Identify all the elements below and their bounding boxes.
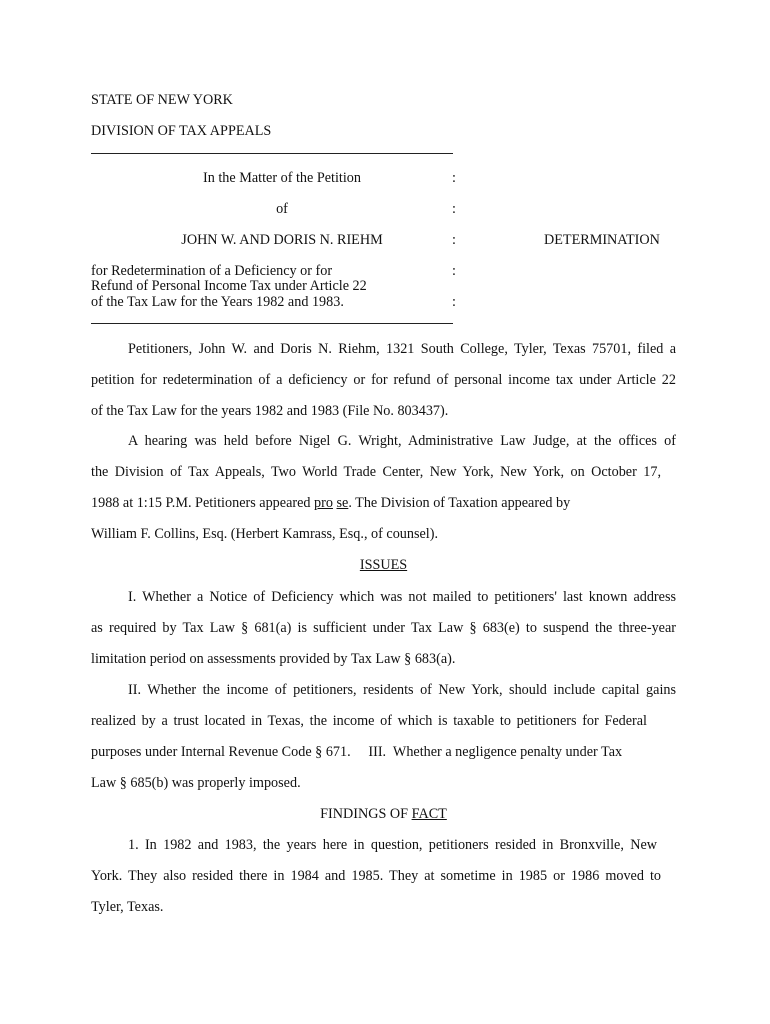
findings-heading-text: FINDINGS OF bbox=[320, 806, 412, 822]
findings-heading-fact: FACT bbox=[411, 806, 447, 822]
body-line: petition for redetermination of a deficiency or for refund of personal income tax under Article 22 bbox=[91, 372, 676, 388]
caption-matter: In the Matter of the Petition bbox=[203, 170, 361, 186]
body-line: Petitioners, John W. and Doris N. Riehm, 1321 South College, Tyler, Texas 75701, filed a bbox=[128, 341, 676, 357]
caption-top-rule bbox=[91, 153, 453, 154]
caption-purpose-line-1: for Redetermination of a Deficiency or for bbox=[91, 263, 333, 279]
caption-of: of bbox=[276, 201, 288, 217]
findings-heading bbox=[91, 807, 676, 821]
caption-colon-5: : bbox=[452, 294, 456, 310]
body-text: . The Division of Taxation appeared by bbox=[348, 495, 571, 511]
body-line: A hearing was held before Nigel G. Wright, Administrative Law Judge, at the offices of bbox=[128, 433, 676, 449]
body-line bbox=[91, 496, 676, 510]
document-type: DETERMINATION bbox=[544, 232, 660, 248]
state-heading: STATE OF NEW YORK bbox=[91, 92, 233, 108]
issue-line: I. Whether a Notice of Deficiency which was not mailed to petitioners' last known address bbox=[128, 589, 676, 605]
caption-purpose-line-2: Refund of Personal Income Tax under Article 22 bbox=[91, 278, 367, 294]
division-heading: DIVISION OF TAX APPEALS bbox=[91, 123, 272, 139]
finding-line: 1. In 1982 and 1983, the years here in question, petitioners resided in Bronxville, New bbox=[128, 837, 657, 853]
body-line: William F. Collins, Esq. (Herbert Kamrass, Esq., of counsel). bbox=[91, 526, 439, 542]
issues-heading-text: ISSUES bbox=[359, 557, 408, 573]
issue-line: limitation period on assessments provided by Tax Law § 683(a). bbox=[91, 651, 456, 667]
caption-colon-1: : bbox=[452, 170, 456, 186]
finding-line: Tyler, Texas. bbox=[91, 899, 164, 915]
issues-heading bbox=[91, 558, 676, 572]
caption-colon-2: : bbox=[452, 201, 456, 217]
caption-petitioners: JOHN W. AND DORIS N. RIEHM bbox=[181, 232, 383, 248]
body-line: of the Tax Law for the years 1982 and 1983 (File No. 803437). bbox=[91, 403, 449, 419]
body-text: 1988 at 1:15 P.M. Petitioners appeared bbox=[91, 495, 315, 511]
issue-line: Law § 685(b) was properly imposed. bbox=[91, 775, 301, 791]
caption-purpose-line-3: of the Tax Law for the Years 1982 and 1983. bbox=[91, 294, 344, 310]
finding-line: York. They also resided there in 1984 and 1985. They at sometime in 1985 or 1986 moved to bbox=[91, 868, 661, 884]
issue-line: realized by a trust located in Texas, the income of which is taxable to petitioners for Federal bbox=[91, 713, 647, 729]
caption-colon-4: : bbox=[452, 263, 456, 279]
issue-line: II. Whether the income of petitioners, residents of New York, should include capital gains bbox=[128, 682, 676, 698]
se-underlined: se bbox=[336, 495, 349, 511]
body-line: the Division of Tax Appeals, Two World Trade Center, New York, New York, on October 17, bbox=[91, 464, 661, 480]
issue-line: as required by Tax Law § 681(a) is sufficient under Tax Law § 683(e) to suspend the three-year bbox=[91, 620, 676, 636]
pro-underlined: pro bbox=[314, 495, 333, 511]
issue-line: purposes under Internal Revenue Code § 671. III. Whether a negligence penalty under Tax bbox=[91, 744, 623, 760]
caption-colon-3: : bbox=[452, 232, 456, 248]
caption-bottom-rule bbox=[91, 323, 453, 324]
